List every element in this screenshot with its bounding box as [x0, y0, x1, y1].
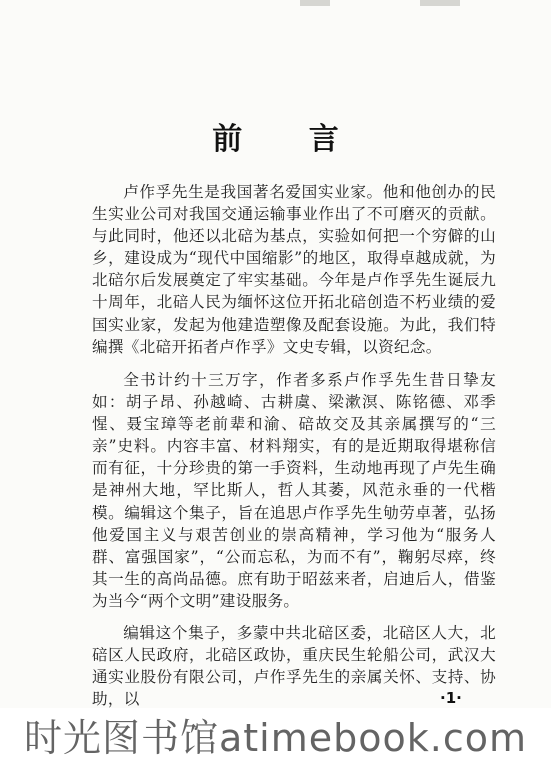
watermark-text: 时光图书馆atimebook.com — [23, 716, 527, 760]
scan-edge-mark — [420, 0, 460, 6]
paragraph-3: 编辑这个集子，多蒙中共北碚区委，北碚区人大，北碚区人民政府，北碚区政协，重庆民生轮船公司，武汉大通实业股份有限公司，卢作孚先生的亲属关怀、支持、协助，以 — [92, 624, 496, 709]
page-number: ·1· — [440, 689, 462, 707]
paragraph-2: 全书计约十三万字，作者多系卢作孚先生昔日挚友如：胡子昂、孙越崎、古耕虞、梁漱溟、陈铭德、邓季惺、聂宝璋等老前辈和渝、碚故交及其亲属撰写的“三亲”史料。内容丰富、材料翔实，有的是近期取得堪称信而有征，十分珍贵的第一手资料，生动地再现了卢先生确是神州大地，罕比斯人，哲人其萎，风范永垂的一代楷模。编辑这个集子，旨在追思卢作孚先生劬劳卓著，弘扬他爱国主义与艰苦创业的崇高精神，学习他为“服务人群、富强国家”，“公而忘私，为而不有”，鞠躬尽瘁，终其一生的高尚品德。庶有助于昭兹来者，启迪后人，借鉴为当今“两个文明”建设服务。 — [92, 371, 496, 610]
page-title: 前 言 — [212, 122, 367, 157]
paragraph-1: 卢作孚先生是我国著名爱国实业家。他和他创办的民生实业公司对我国交通运输事业作出了不可磨灭的贡献。与此同时，他还以北碚为基点，实验如何把一个穷僻的山乡，建设成为“现代中国缩影”的地区，取得卓越成就，为北碚尔后发展奠定了牢实基础。今年是卢作孚先生诞辰九十周年，北碚人民为缅怀这位开拓北碚创造不朽业绩的爱国实业家，发起为他建造塑像及配套设施。为此，我们特编撰《北碚开拓者卢作孚》文史专辑，以资纪念。 — [92, 183, 496, 356]
scan-edge-mark — [300, 0, 330, 6]
